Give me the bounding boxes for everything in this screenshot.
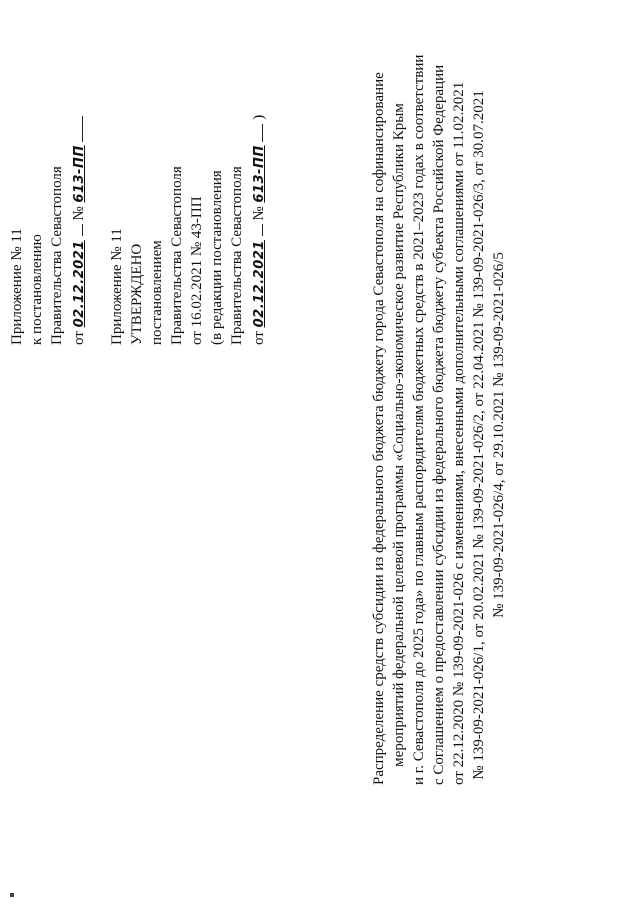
appendix-num-prefix: № bbox=[71, 206, 87, 221]
approved-line-4: Правительства Севастополя bbox=[169, 166, 185, 345]
title-line-7: № 139-09-2021-026/4, от 29.10.2021 № 139-09-2021-026/5 bbox=[491, 252, 507, 618]
approved-line-3: постановлением bbox=[149, 240, 165, 345]
approved-num-underline bbox=[248, 124, 263, 142]
appendix-date-prefix: от bbox=[71, 331, 87, 345]
approved-line-5: от 16.02.2021 № 43-ПП bbox=[189, 196, 205, 345]
appendix-date-line bbox=[68, 116, 89, 345]
scan-artifact bbox=[10, 893, 14, 897]
approved-num-prefix: № bbox=[251, 206, 267, 221]
approved-num-value: 613-ПП bbox=[252, 145, 267, 203]
approved-date-line bbox=[248, 115, 269, 345]
appendix-num-underline bbox=[68, 116, 83, 142]
appendix-line-2: к постановлению bbox=[29, 234, 45, 345]
approved-line-1: Приложение № 11 bbox=[109, 228, 125, 345]
approved-date-underline bbox=[248, 224, 263, 236]
appendix-line-3: Правительства Севастополя bbox=[49, 166, 65, 345]
approved-date-value: 02.12.2021 bbox=[252, 240, 267, 328]
title-line-6: № 139-09-2021-026/1, от 20.02.2021 № 139-09-2021-026/2, от 22.04.2021 № 139-09-2021-026/3, от 30.07.2021 bbox=[471, 90, 487, 780]
approved-line-7: Правительства Севастополя bbox=[229, 166, 245, 345]
appendix-date-underline bbox=[68, 224, 83, 236]
title-line-1: Распределение средств субсидии из федерального бюджета бюджету города Севастополя на софинансирование bbox=[371, 72, 387, 785]
approved-line-2: УТВЕРЖДЕНО bbox=[129, 243, 145, 345]
title-line-2: мероприятий федеральной целевой программы «Социально-экономическое развитие Республики Крым bbox=[391, 103, 407, 767]
appendix-date-value: 02.12.2021 bbox=[72, 240, 87, 328]
approved-date-prefix: от bbox=[251, 331, 267, 345]
title-line-5: от 22.12.2020 № 139-09-2021-026 с изменениями, внесенными дополнительными соглашениями от 11.02.2021 bbox=[451, 81, 467, 785]
appendix-line-1: Приложение № 11 bbox=[9, 228, 25, 345]
approved-line-6: (в редакции постановления bbox=[209, 170, 225, 345]
title-line-3: и г. Севастополя до 2025 года» по главным распорядителям бюджетных средств в 2021–2023 годах в соответствии bbox=[411, 54, 427, 785]
appendix-num-value: 613-ПП bbox=[72, 145, 87, 203]
title-line-4: с Соглашением о предоставлении субсидии из федерального бюджета бюджету субъекта Российской Федерации bbox=[431, 64, 447, 785]
approved-close-paren: ) bbox=[251, 114, 267, 120]
